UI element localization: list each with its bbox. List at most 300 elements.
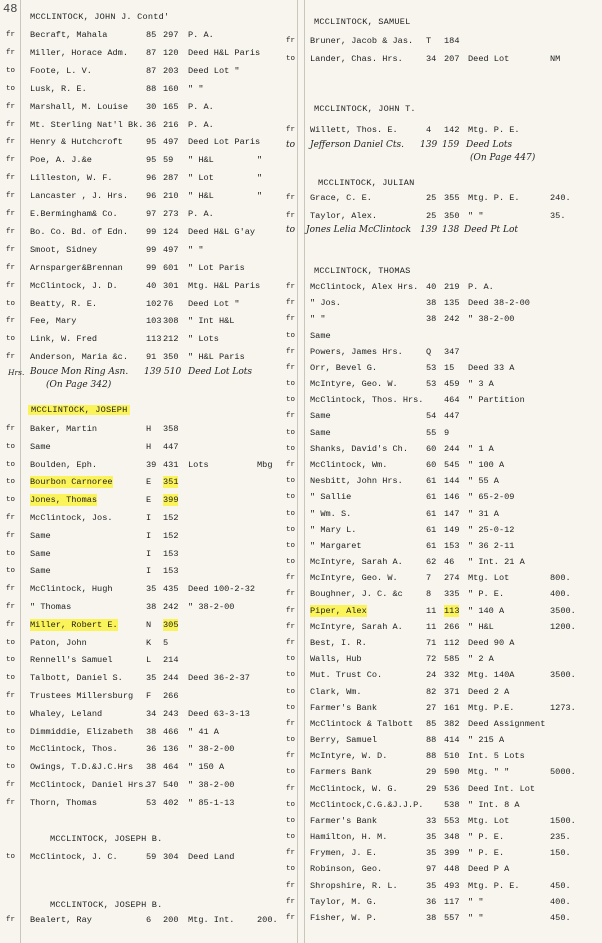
direction-cell: fr [6, 692, 16, 700]
page-cell: 9 [444, 427, 450, 438]
ledger-row [0, 190, 297, 202]
party-name-cell: McClintock, Daniel Hrs. [30, 780, 149, 790]
book-cell: 99 [146, 244, 157, 255]
rule-line [297, 0, 298, 943]
direction-cell: to [6, 745, 16, 754]
page-cell: 244 [163, 673, 179, 684]
instrument-cell: " 38-2-00 [468, 314, 515, 325]
handwritten-page: 159 [442, 140, 460, 150]
party-name-cell: Beatty, R. E. [30, 298, 98, 309]
ledger-row [286, 637, 602, 649]
direction-cell: fr [286, 412, 296, 421]
direction-cell: to [6, 674, 16, 683]
party-name-cell: McClintock, J. D. [30, 280, 118, 291]
party-name-cell: Best, I. R. [310, 637, 367, 648]
party-name-cell: Same [30, 530, 51, 541]
party-name-cell: Clark, Wm. [310, 686, 362, 697]
instrument-cell: P. A. [188, 209, 214, 219]
instrument-cell: " Lots [188, 334, 219, 345]
direction-cell: fr [6, 31, 16, 39]
book-cell: 103 [146, 316, 162, 327]
ledger-row [0, 601, 297, 613]
page-cell: 308 [163, 316, 179, 327]
party-name-cell: Same [30, 566, 51, 577]
direction-cell: to [286, 655, 296, 664]
page-cell: 590 [444, 767, 460, 778]
section-header-joseph: MCCLINTOCK, JOSEPH [28, 405, 130, 415]
page-cell: 59 [163, 155, 174, 166]
direction-cell: fr [6, 620, 16, 629]
direction-cell: fr [286, 881, 296, 890]
book-cell: 30 [146, 101, 157, 112]
instrument-cell: Deed 36-2-37 [188, 673, 250, 684]
book-cell: 95 [146, 155, 157, 166]
page-cell: 210 [163, 191, 179, 202]
section-header-joseph-b-2: MCCLINTOCK, JOSEPH B. [50, 900, 163, 910]
ledger-row [0, 244, 297, 256]
book-cell: 59 [146, 852, 157, 862]
direction-cell: fr [286, 914, 296, 923]
page-cell: 135 [444, 298, 460, 309]
direction-cell: fr [6, 603, 16, 611]
instrument-cell: " P. E. [468, 589, 505, 600]
ledger-row [0, 65, 297, 77]
location-amount-cell: 1273. [550, 702, 576, 713]
party-name-cell: Hamilton, H. M. [310, 832, 388, 843]
book-cell: 96 [146, 173, 157, 184]
ledger-row [0, 459, 297, 471]
party-name-cell: McClintock, W. G. [310, 783, 398, 794]
party-name-cell: Same [30, 441, 51, 452]
book-cell: 61 [426, 492, 437, 503]
page-cell: 219 [444, 282, 460, 292]
ledger-row [286, 378, 602, 390]
page-cell: 203 [163, 65, 179, 76]
instrument-cell: P. A. [188, 101, 214, 112]
direction-cell: to [6, 460, 16, 469]
handwritten-dir: to [286, 140, 296, 150]
ledger-row [286, 863, 602, 875]
party-name-cell: Poe, A. J.&e [30, 155, 92, 166]
direction-cell: fr [6, 281, 16, 290]
page-cell: 557 [444, 913, 460, 924]
book-cell: 102 [146, 298, 162, 309]
location-amount-cell: 1500. [550, 815, 576, 826]
handwritten-dir: to [286, 225, 296, 235]
ledger-row [286, 815, 602, 827]
ledger-row [0, 726, 297, 738]
ledger-row [0, 441, 297, 453]
page-cell: 447 [163, 441, 179, 452]
book-cell: 87 [146, 65, 157, 76]
ledger-row [0, 280, 297, 292]
party-name-cell: Taylor, Alex. [310, 210, 378, 221]
page-cell: 15 [444, 362, 455, 373]
ledger-row [286, 750, 602, 762]
book-cell: 61 [426, 508, 437, 519]
party-name-cell: Mt. Sterling Nat'l Bk. [30, 119, 144, 130]
party-name-cell: Owings, T.D.&J.C.Hrs [30, 762, 134, 773]
book-cell: Q [426, 346, 432, 357]
book-cell: 38 [426, 913, 437, 924]
direction-cell: fr [286, 283, 296, 291]
instrument-cell: " Lot [188, 173, 214, 184]
book-cell: E [146, 477, 152, 488]
instrument-cell: Lots [188, 459, 209, 470]
book-cell: 61 [426, 524, 437, 535]
book-cell: 33 [426, 815, 437, 826]
ledger-row [286, 459, 602, 471]
instrument-cell: " 38-2-00 [188, 602, 235, 612]
book-cell: 53 [426, 379, 437, 390]
ledger-row [286, 53, 602, 65]
handwritten-book: 139 [420, 140, 438, 150]
book-cell: 25 [426, 210, 437, 221]
party-name-cell: Orr, Bevel G. [310, 362, 378, 373]
page-cell: 153 [444, 540, 460, 551]
direction-cell: fr [6, 48, 16, 57]
party-name-cell: Bourbon Carnoree [30, 477, 113, 488]
direction-cell: to [286, 816, 296, 825]
direction-cell: fr [286, 897, 296, 906]
page-cell: 350 [163, 352, 179, 363]
ledger-row [286, 346, 602, 358]
book-cell: 71 [426, 637, 437, 648]
instrument-cell: " 65-2-09 [468, 492, 515, 503]
instrument-cell: " 31 A [468, 508, 499, 519]
direction-cell: fr [6, 156, 16, 165]
location-amount-cell: 450. [550, 913, 571, 924]
instrument-cell: Deed Assignment [468, 718, 546, 729]
instrument-cell: " 41 A [188, 726, 219, 737]
instrument-cell: Deed 63-3-13 [188, 708, 250, 719]
direction-cell: fr [286, 194, 296, 202]
instrument-cell: " 150 A [188, 762, 225, 773]
direction-cell: to [6, 727, 16, 736]
handwritten-page: 138 [442, 225, 460, 235]
book-cell: 40 [426, 282, 437, 292]
ledger-row [0, 512, 297, 524]
ledger-row [286, 653, 602, 665]
party-name-cell: Talbott, Daniel S. [30, 673, 123, 684]
direction-cell: fr [6, 353, 16, 362]
section-header-john-t: MCCLINTOCK, JOHN T. [314, 104, 416, 114]
page-cell: 464 [163, 762, 179, 773]
party-name-cell: Thorn, Thomas [30, 797, 98, 808]
page-cell: 212 [163, 334, 179, 345]
book-cell: 4 [426, 125, 432, 135]
ledger-row [286, 394, 602, 406]
page-cell: 538 [444, 799, 460, 810]
handwritten-book: 139 [420, 225, 438, 235]
page-cell: 153 [163, 566, 179, 577]
page-cell: 355 [444, 193, 460, 203]
book-cell: I [146, 530, 152, 541]
book-cell: 95 [146, 137, 157, 148]
ledger-row [0, 637, 297, 649]
party-name-cell: Rennell's Samuel [30, 655, 113, 666]
book-cell: 6 [146, 915, 152, 925]
direction-cell: fr [286, 622, 296, 631]
location-amount-cell: " [257, 173, 263, 184]
page-cell: 266 [444, 621, 460, 632]
instrument-cell: Deed 38-2-00 [468, 298, 530, 309]
instrument-cell: Mtg. P. E. [468, 880, 520, 891]
location-amount-cell: " [257, 191, 263, 202]
book-cell: 53 [146, 797, 157, 808]
book-cell: 62 [426, 557, 437, 568]
direction-cell: to [286, 768, 296, 777]
page-cell: 305 [163, 619, 179, 630]
ledger-row [286, 124, 602, 136]
ledger-row [0, 262, 297, 274]
ledger-row [286, 443, 602, 455]
party-name-cell: " Mary L. [310, 524, 357, 535]
party-name-cell: " " [310, 314, 326, 325]
ledger-row [0, 298, 297, 310]
book-cell: 97 [146, 209, 157, 219]
direction-cell: to [286, 509, 296, 518]
instrument-cell: P. A. [468, 282, 494, 292]
handwritten-page-note: (On Page 342) [46, 380, 112, 390]
page-cell: 152 [163, 530, 179, 541]
party-name-cell: Same [310, 411, 331, 422]
direction-cell: to [6, 763, 16, 772]
location-amount-cell: 450. [550, 880, 571, 891]
book-cell: 36 [426, 896, 437, 907]
party-name-cell: Miller, Horace Adm. [30, 47, 128, 58]
direction-cell: to [6, 478, 16, 487]
ledger-row [286, 766, 602, 778]
location-amount-cell: Mbg [257, 459, 273, 470]
party-name-cell: Piper, Alex [310, 605, 367, 616]
page-cell: 146 [444, 492, 460, 503]
direction-cell: fr [6, 227, 16, 236]
ledger-row [0, 119, 297, 131]
book-cell: I [146, 566, 152, 577]
direction-cell: fr [6, 138, 16, 147]
party-name-cell: E.Bermingham& Co. [30, 209, 118, 219]
page-cell: 124 [163, 226, 179, 237]
ledger-row [286, 508, 602, 520]
book-cell: F [146, 691, 152, 701]
page-cell: 242 [163, 602, 179, 612]
direction-cell: fr [6, 210, 16, 218]
page-cell: 120 [163, 47, 179, 58]
party-name-cell: Marshall, M. Louise [30, 101, 128, 112]
book-cell: 38 [146, 762, 157, 773]
direction-cell: fr [286, 849, 296, 858]
direction-cell: fr [6, 192, 16, 201]
direction-cell: fr [286, 606, 296, 615]
book-cell: 34 [426, 53, 437, 64]
party-name-cell: McIntyre, Sarah A. [310, 557, 403, 568]
handwritten-book: 139 [144, 367, 162, 377]
direction-cell: fr [6, 514, 16, 522]
direction-cell: to [6, 709, 16, 718]
party-name-cell: McClintock, Thos. Hrs. [310, 395, 424, 406]
direction-cell: to [286, 396, 296, 405]
ledger-row [0, 101, 297, 113]
page-cell: 382 [444, 718, 460, 729]
party-name-cell: McIntyre, Geo. W. [310, 379, 398, 390]
page-cell: 161 [444, 702, 460, 713]
instrument-cell: Deed Lot [468, 53, 510, 64]
direction-cell: fr [286, 752, 296, 761]
ledger-row [0, 208, 297, 220]
direction-cell: fr [286, 363, 296, 372]
handwritten-page-note: (On Page 447) [470, 153, 536, 163]
party-name-cell: Anderson, Maria &c. [30, 352, 128, 363]
book-cell: 60 [426, 443, 437, 454]
party-name-cell: Smoot, Sidney [30, 244, 98, 255]
book-cell: 8 [426, 589, 432, 600]
location-amount-cell: NM [550, 53, 561, 64]
handwritten-entry: Jones Lelia McClintock [306, 225, 412, 235]
direction-cell: to [286, 671, 296, 680]
page-cell: 266 [163, 691, 179, 701]
page-cell: 493 [444, 880, 460, 891]
ledger-row [286, 330, 602, 342]
book-cell: 35 [146, 584, 157, 595]
page-cell: 399 [444, 848, 460, 859]
handwritten-instrument: Deed Lot Lots [188, 367, 252, 377]
party-name-cell: Boughner, J. C. &c [310, 589, 403, 600]
party-name-cell: Same [310, 330, 331, 341]
ledger-row [0, 226, 297, 238]
instrument-cell: " 38-2-00 [188, 744, 235, 755]
instrument-cell: " H&L Paris [188, 352, 245, 363]
book-cell: 88 [146, 83, 157, 94]
ledger-row [0, 654, 297, 666]
party-name-cell: Miller, Robert E. [30, 619, 118, 630]
direction-cell: to [286, 525, 296, 534]
book-cell: 11 [426, 621, 437, 632]
party-name-cell: McClintock, Wm. [310, 459, 388, 470]
party-name-cell: Fee, Mary [30, 316, 77, 327]
instrument-cell: Mtg. Lot [468, 815, 510, 826]
page-cell: 147 [444, 508, 460, 519]
instrument-cell: Mtg. H&L Paris [188, 280, 261, 291]
page-cell: 435 [163, 584, 179, 595]
direction-cell: fr [286, 126, 296, 134]
book-cell: 82 [426, 686, 437, 697]
party-name-cell: " Wm. S. [310, 508, 352, 519]
party-name-cell: Bruner, Jacob & Jas. [310, 36, 414, 46]
party-name-cell: Nesbitt, John Hrs. [310, 476, 403, 487]
book-cell: 88 [426, 751, 437, 762]
book-cell: 36 [146, 119, 157, 130]
instrument-cell: " P. E. [468, 832, 505, 843]
ledger-row [286, 475, 602, 487]
ledger-row [0, 619, 297, 631]
book-cell: 35 [426, 848, 437, 859]
ledger-row [0, 583, 297, 595]
instrument-cell: Mtg. P.E. [468, 702, 515, 713]
book-cell: 11 [426, 605, 437, 616]
ledger-row [0, 779, 297, 791]
party-name-cell: Paton, John [30, 637, 87, 648]
instrument-cell: Deed 100-2-32 [188, 584, 256, 595]
instrument-cell: " H&L [188, 191, 214, 202]
book-cell: 53 [426, 362, 437, 373]
page-cell: 459 [444, 379, 460, 390]
party-name-cell: Becraft, Mahala [30, 30, 108, 40]
instrument-cell: Deed Lot " [188, 65, 240, 76]
book-cell: 85 [146, 30, 157, 40]
book-cell: N [146, 619, 152, 630]
book-cell: 72 [426, 654, 437, 665]
instrument-cell: Deed P A [468, 864, 510, 875]
party-name-cell: McIntyre, Geo. W. [310, 573, 398, 584]
ledger-row [0, 29, 297, 41]
location-amount-cell: 3500. [550, 670, 576, 681]
direction-cell: fr [6, 317, 16, 326]
instrument-cell: Deed 33 A [468, 362, 515, 373]
ledger-row [286, 702, 602, 714]
ledger-row [0, 530, 297, 542]
section-header-julian: MCCLINTOCK, JULIAN [318, 178, 415, 188]
instrument-cell: Mtg. 140A [468, 670, 515, 681]
direction-cell: to [6, 299, 16, 308]
instrument-cell: Deed H&L Paris [188, 47, 261, 58]
ledger-row [0, 797, 297, 809]
book-cell: 37 [146, 780, 157, 790]
party-name-cell: " Thomas [30, 602, 72, 612]
ledger-row [286, 799, 602, 811]
party-name-cell: Robinson, Geo. [310, 864, 383, 875]
direction-cell: to [286, 380, 296, 389]
page-cell: 335 [444, 589, 460, 600]
book-cell: T [426, 36, 432, 46]
location-amount-cell: 240. [550, 193, 571, 203]
page-cell: 351 [163, 477, 179, 488]
page-cell: 431 [163, 459, 179, 470]
page-cell: 402 [163, 797, 179, 808]
direction-cell: to [286, 331, 296, 340]
ledger-row [0, 761, 297, 773]
ledger-row [286, 831, 602, 843]
direction-cell: to [6, 66, 16, 75]
handwritten-entry: Bouce Mon Ring Asn. [30, 367, 129, 377]
ledger-row [286, 427, 602, 439]
section-header-samuel: MCCLINTOCK, SAMUEL [314, 17, 411, 27]
book-cell: L [146, 655, 152, 666]
instrument-cell: Deed Lot Paris [188, 137, 261, 148]
instrument-cell: " 140 A [468, 605, 505, 616]
instrument-cell: P. A. [188, 30, 214, 40]
ledger-row [0, 672, 297, 684]
page-cell: 414 [444, 735, 460, 746]
book-cell: 55 [426, 427, 437, 438]
party-name-cell: Shanks, David's Ch. [310, 443, 408, 454]
ledger-row [286, 297, 602, 309]
ledger-row [0, 914, 297, 926]
page-cell: 297 [163, 30, 179, 40]
location-amount-cell: " [257, 155, 263, 166]
instrument-cell: " 38-2-00 [188, 780, 235, 790]
page-cell: 214 [163, 655, 179, 666]
location-amount-cell: 800. [550, 573, 571, 584]
book-cell: 87 [146, 47, 157, 58]
instrument-cell: " 215 A [468, 735, 505, 746]
page-cell: 216 [163, 119, 179, 130]
page-cell: 553 [444, 815, 460, 826]
ledger-row [0, 851, 297, 863]
ledger-row [286, 313, 602, 325]
instrument-cell: " 85-1-13 [188, 797, 235, 808]
page-cell: 165 [163, 101, 179, 112]
